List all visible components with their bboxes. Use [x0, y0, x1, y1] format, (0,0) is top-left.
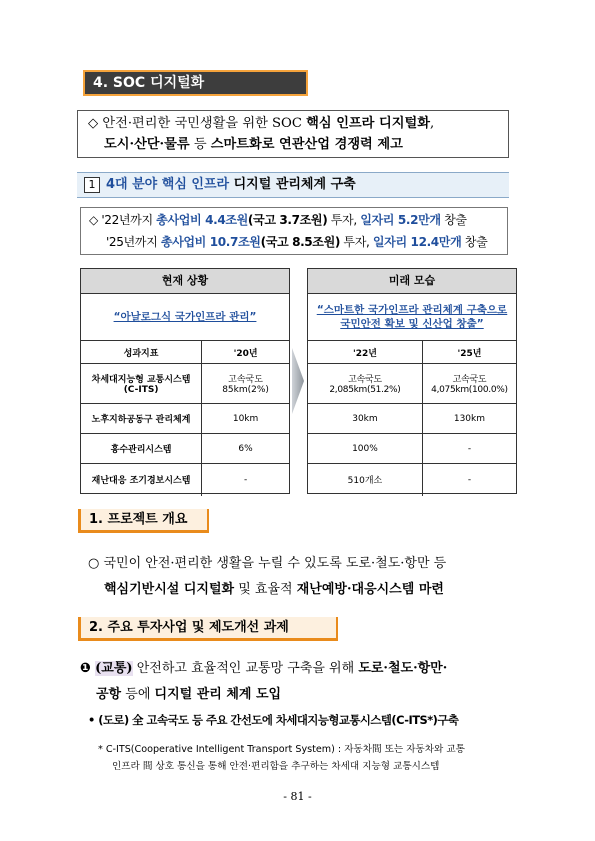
investment-box	[80, 207, 508, 255]
section-1-title: 1. 프로젝트 개요	[78, 509, 209, 533]
summary-box	[77, 110, 509, 158]
future-kpi-table	[308, 341, 516, 496]
future-vision-panel	[307, 268, 517, 494]
table-row: 30km 130km	[308, 404, 516, 434]
table-row: 차세대지능형 교통시스템 (C-ITS) 고속국도 85km(2%)	[81, 364, 289, 404]
investment-row-2: '25년까지 총사업비 10.7조원(국고 8.5조원) 투자, 일자리 12.4만개 창출	[106, 235, 488, 249]
current-kpi-table	[81, 341, 289, 496]
table-row: 노후지하공동구 관리체계 10km	[81, 404, 289, 434]
footnote: * C-ITS(Cooperative Intelligent Transport System) : 자동차間 또는 자동차와 교통 인프라 間 상호 통신을 통해 안전·편리함을 추구하는 차세대 지능형 교통시스템	[98, 744, 465, 772]
future-vision: “스마트한 국가인프라 관리체계 구축으로 국민안전 확보 및 신산업 창출”	[308, 294, 516, 341]
subheading: 1 4대 분야 핵심 인프라 디지털 관리체계 구축	[77, 172, 509, 198]
diamond-bullet-icon: ◇	[89, 213, 98, 227]
table-row: '22년 '25년	[308, 341, 516, 364]
circle-bullet-icon: ○	[88, 556, 100, 571]
section-1-paragraph: ○ 국민이 안전·편리한 생활을 누릴 수 있도록 도로·철도·항만 등 핵심기반시설 디지털화 및 효율적 재난예방·대응시스템 마련	[88, 556, 447, 597]
current-vision: “아날로그식 국가인프라 관리”	[81, 294, 289, 341]
table-row: 100% -	[308, 434, 516, 464]
dot-bullet-icon: •	[88, 713, 95, 727]
table-row: 510개소 -	[308, 464, 516, 496]
investment-row-1: ◇ '22년까지 총사업비 4.4조원(국고 3.7조원) 투자, 일자리 5.2만개 창출	[89, 213, 467, 227]
table-row: 재난대응 조기경보시스템 -	[81, 464, 289, 496]
arrow-right-icon	[292, 348, 304, 414]
current-status-header: 현재 상황	[81, 269, 289, 294]
number-box: 1	[84, 177, 100, 193]
table-row: 성과지표 '20년	[81, 341, 289, 364]
number-one-icon: ❶	[80, 661, 92, 676]
summary-line-1: ◇ 안전·편리한 국민생활을 위한 SOC 핵심 인프라 디지털화,	[88, 116, 435, 131]
section-title: 4. SOC 디지털화	[83, 70, 308, 96]
section-2-title: 2. 주요 투자사업 및 제도개선 과제	[78, 617, 338, 641]
section-2-paragraph: ❶ (교통) 안전하고 효율적인 교통망 구축을 위해 도로·철도·항만· 공항 등에 디지털 관리 체계 도입	[80, 661, 448, 702]
page-number: - 81 -	[283, 790, 312, 803]
future-vision-header: 미래 모습	[308, 269, 516, 294]
table-row: 홍수관리시스템 6%	[81, 434, 289, 464]
summary-line-2: 도시·산단·물류 등 스마트화로 연관산업 경쟁력 제고	[104, 137, 403, 152]
diamond-bullet-icon: ◇	[88, 116, 99, 131]
road-bullet: • (도로) 全 고속국도 등 주요 간선도에 차세대지능형교통시스템(C-ITS*)구축	[88, 713, 459, 727]
current-status-panel	[80, 268, 290, 494]
table-row: 고속국도 2,085km(51.2%) 고속국도 4,075km(100.0%)	[308, 364, 516, 404]
